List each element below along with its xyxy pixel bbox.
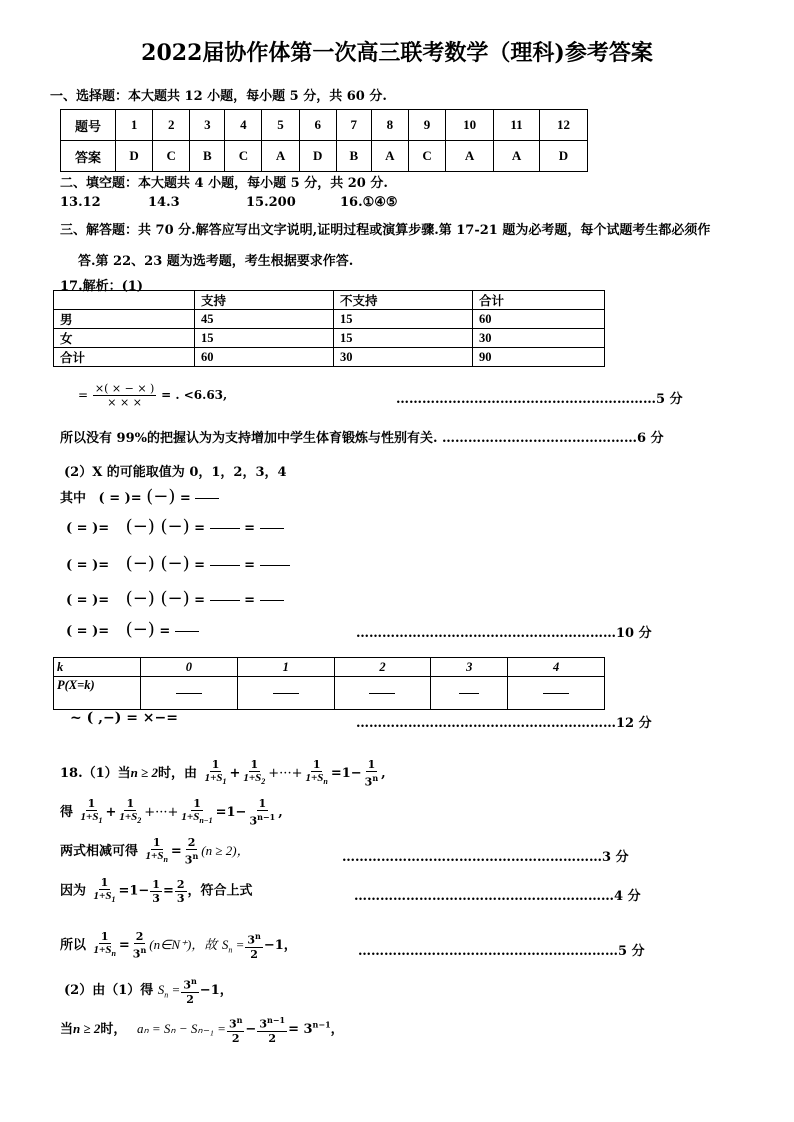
q18-fit: ，符合上式 bbox=[187, 883, 253, 899]
table-row bbox=[54, 348, 605, 367]
table-cell: A bbox=[371, 141, 408, 172]
table-cell: C bbox=[408, 141, 445, 172]
q18-p2: (2）由（1）得 bbox=[64, 982, 154, 998]
q18-part2: (2）由（1）得 $S_n$ = $\frac{3^n}{2}$ −1， bbox=[64, 976, 233, 1006]
table-cell: 7 bbox=[336, 110, 371, 141]
q18-cond-tail: 时，由 bbox=[158, 765, 198, 781]
score-3: ……………………………………………………3 分 bbox=[342, 850, 629, 865]
table-cell: 45 bbox=[195, 310, 334, 329]
table-row bbox=[54, 677, 605, 710]
table-cell: 合计 bbox=[473, 291, 605, 310]
table-cell bbox=[431, 677, 508, 710]
table-cell: D bbox=[539, 141, 587, 172]
table-cell: D bbox=[299, 141, 336, 172]
k2-numerator: ×( × − × ) bbox=[94, 382, 155, 395]
distribution-table bbox=[53, 657, 605, 710]
row-label: 题号 bbox=[61, 110, 116, 141]
answer-table-ans-row bbox=[61, 141, 588, 172]
prob-expr: ( = )= bbox=[66, 558, 110, 573]
table-cell: 60 bbox=[473, 310, 605, 329]
answer-table-num-row bbox=[61, 110, 588, 141]
q18-so: 所以 bbox=[60, 937, 87, 953]
answer-table bbox=[60, 109, 588, 172]
k2-denominator: × × × bbox=[107, 396, 142, 409]
table-cell: A bbox=[262, 141, 299, 172]
table-cell: P(X=k) bbox=[54, 677, 141, 710]
table-cell: B bbox=[336, 141, 371, 172]
q18-line-1: 18.（1）当n ≥ 2时，由 $\frac{1}{1+S_1}$ + $\frac{1}{1+S_2}$ +···+ $\frac{1}{1+S_n}$ =1− $\frac{1}{3^n}$ , bbox=[60, 758, 386, 789]
fill-answer-16: 16.①④⑤ bbox=[340, 195, 398, 210]
table-cell: 3 bbox=[431, 658, 508, 677]
q18-line-3: 两式相减可得 $\frac{1}{1+S_n}$ = $\frac{2}{3^n}$ (n ≥ 2)， bbox=[60, 836, 250, 867]
table-row bbox=[54, 329, 605, 348]
table-cell: 1 bbox=[237, 658, 334, 677]
prob-line-1: ( = )= (−) (−) = = bbox=[66, 516, 284, 537]
table-cell: 15 bbox=[195, 329, 334, 348]
score-5b: ……………………………………………………5 分 bbox=[358, 944, 645, 959]
table-cell: C bbox=[153, 141, 190, 172]
table-cell bbox=[54, 291, 195, 310]
prob-line-0: 其中 ( = )= (−) = bbox=[60, 486, 219, 507]
q18-cond: n ≥ 2 bbox=[130, 764, 159, 780]
prob-expr: ( = )= bbox=[66, 521, 110, 536]
table-cell bbox=[237, 677, 334, 710]
table-cell: 12 bbox=[539, 110, 587, 141]
table-cell: 女 bbox=[54, 329, 195, 348]
table-cell: 8 bbox=[371, 110, 408, 141]
prob-line-2: ( = )= (−) (−) = = bbox=[66, 553, 290, 574]
q18-line-4: 因为 $\frac{1}{1+S_1}$ =1− $\frac{1}{3}$ = $\frac{2}{3}$ ，符合上式 bbox=[60, 876, 253, 905]
table-cell: D bbox=[116, 141, 153, 172]
table-cell: 30 bbox=[473, 329, 605, 348]
score-12: ……………………………………………………12 分 bbox=[356, 716, 652, 731]
table-cell: A bbox=[494, 141, 540, 172]
table-cell: 60 bbox=[195, 348, 334, 367]
section-3-heading: 三、解答题：共 70 分.解答应写出文字说明,证明过程或演算步骤.第 17-21 题为必考题，每个试题考生都必须作 bbox=[60, 223, 711, 238]
k2-fraction bbox=[93, 382, 156, 409]
contingency-table bbox=[53, 290, 605, 367]
table-cell: 3 bbox=[190, 110, 225, 141]
table-cell: 5 bbox=[262, 110, 299, 141]
table-cell: A bbox=[446, 141, 494, 172]
table-cell: 男 bbox=[54, 310, 195, 329]
prob-expr: ( = )= bbox=[98, 491, 142, 506]
table-cell: 4 bbox=[508, 658, 605, 677]
q17-conclusion: 所以没有 99%的把握认为为支持增加中学生体育锻炼与性别有关. ………………………………………6 分 bbox=[60, 431, 664, 446]
fill-answer-14: 14.3 bbox=[148, 195, 180, 210]
section-3-heading-cont: 答.第 22、23 题为选考题，考生根据要求作答. bbox=[78, 254, 354, 269]
q17-heading: 17.解析：(1) bbox=[60, 279, 143, 294]
q18-sub-cond: (n ≥ 2)， bbox=[201, 842, 250, 858]
score-5: ……………………………………………………5 分 bbox=[396, 392, 683, 407]
table-row bbox=[54, 310, 605, 329]
prob-lead: 其中 bbox=[60, 491, 87, 506]
prob-line-4: ( = )= (−) = bbox=[66, 619, 199, 640]
table-cell: 支持 bbox=[195, 291, 334, 310]
table-cell: 15 bbox=[334, 329, 473, 348]
table-cell bbox=[508, 677, 605, 710]
q18-when-tail: 时， bbox=[100, 1021, 127, 1037]
q18-line-7: 当n ≥ 2时， aₙ = Sₙ − Sₙ₋₁ = $\frac{3^n}{2}$ − $\frac{3^{n-1}}{2}$ = $3^{n-1}$， bbox=[60, 1015, 344, 1045]
binomial-line: ~ ( ,−) = ×−= bbox=[70, 710, 179, 726]
section-1-heading: 一、选择题：本大题共 12 小题，每小题 5 分，共 60 分. bbox=[50, 89, 387, 104]
section-2-heading: 二、填空题：本大题共 4 小题，每小题 5 分，共 20 分. bbox=[60, 176, 388, 191]
table-cell bbox=[141, 677, 238, 710]
q18-when: 当 bbox=[60, 1021, 74, 1037]
table-cell: 10 bbox=[446, 110, 494, 141]
table-cell: 11 bbox=[494, 110, 540, 141]
table-cell: 不支持 bbox=[334, 291, 473, 310]
k2-result: = . <6.63, bbox=[161, 388, 228, 402]
table-cell: 2 bbox=[153, 110, 190, 141]
q17-part2-heading: (2）X 的可能取值为 0，1，2，3，4 bbox=[64, 465, 287, 480]
q18-when-cond: n ≥ 2 bbox=[73, 1020, 101, 1036]
table-cell: 9 bbox=[408, 110, 445, 141]
table-cell: 2 bbox=[334, 658, 431, 677]
k2-formula: = $\frac{\times( \times - \times )}{\times \times \times}$ = . <6.63, bbox=[78, 382, 228, 409]
table-cell: k bbox=[54, 658, 141, 677]
prob-line-3: ( = )= (−) (−) = = bbox=[66, 588, 284, 609]
table-cell: 30 bbox=[334, 348, 473, 367]
fill-answer-15: 15.200 bbox=[246, 195, 296, 210]
row-label: 答案 bbox=[61, 141, 116, 172]
score-4: ……………………………………………………4 分 bbox=[354, 889, 641, 904]
q18-an: aₙ = Sₙ − Sₙ₋₁ = bbox=[136, 1020, 226, 1036]
page-title: 2022届协作体第一次高三联考数学（理科)参考答案 bbox=[141, 40, 653, 66]
table-row bbox=[54, 291, 605, 310]
prob-expr: ( = )= bbox=[66, 593, 110, 608]
score-10: ……………………………………………………10 分 bbox=[356, 626, 652, 641]
table-cell: 15 bbox=[334, 310, 473, 329]
q18-then: 得 bbox=[60, 804, 74, 820]
table-row bbox=[54, 658, 605, 677]
table-cell: 6 bbox=[299, 110, 336, 141]
q18-sub-text: 两式相减可得 bbox=[60, 843, 139, 859]
q18-so-cond: (n∈N⁺)，故 bbox=[149, 936, 218, 952]
q18-line-2: 得 $\frac{1}{1+S_1}$ + $\frac{1}{1+S_2}$ +···+ $\frac{1}{1+S_{n-1}}$ =1− $\frac{1}{3^{n-1}}$ , bbox=[60, 797, 283, 828]
q18-line-5: 所以 $\frac{1}{1+S_n}$ = $\frac{2}{3^n}$ (n∈N⁺)，故 $S_n$ = $\frac{3^n}{2}$ −1， bbox=[60, 930, 297, 961]
fill-answer-13: 13.12 bbox=[60, 195, 101, 210]
table-cell: 0 bbox=[141, 658, 238, 677]
q18-heading: 18.（1）当 bbox=[60, 765, 131, 781]
prob-expr: ( = )= bbox=[66, 624, 110, 639]
table-cell: 1 bbox=[116, 110, 153, 141]
table-cell: 合计 bbox=[54, 348, 195, 367]
table-cell: 90 bbox=[473, 348, 605, 367]
table-cell: C bbox=[225, 141, 262, 172]
table-cell: B bbox=[190, 141, 225, 172]
table-cell: 4 bbox=[225, 110, 262, 141]
table-cell bbox=[334, 677, 431, 710]
q18-because: 因为 bbox=[60, 883, 87, 899]
